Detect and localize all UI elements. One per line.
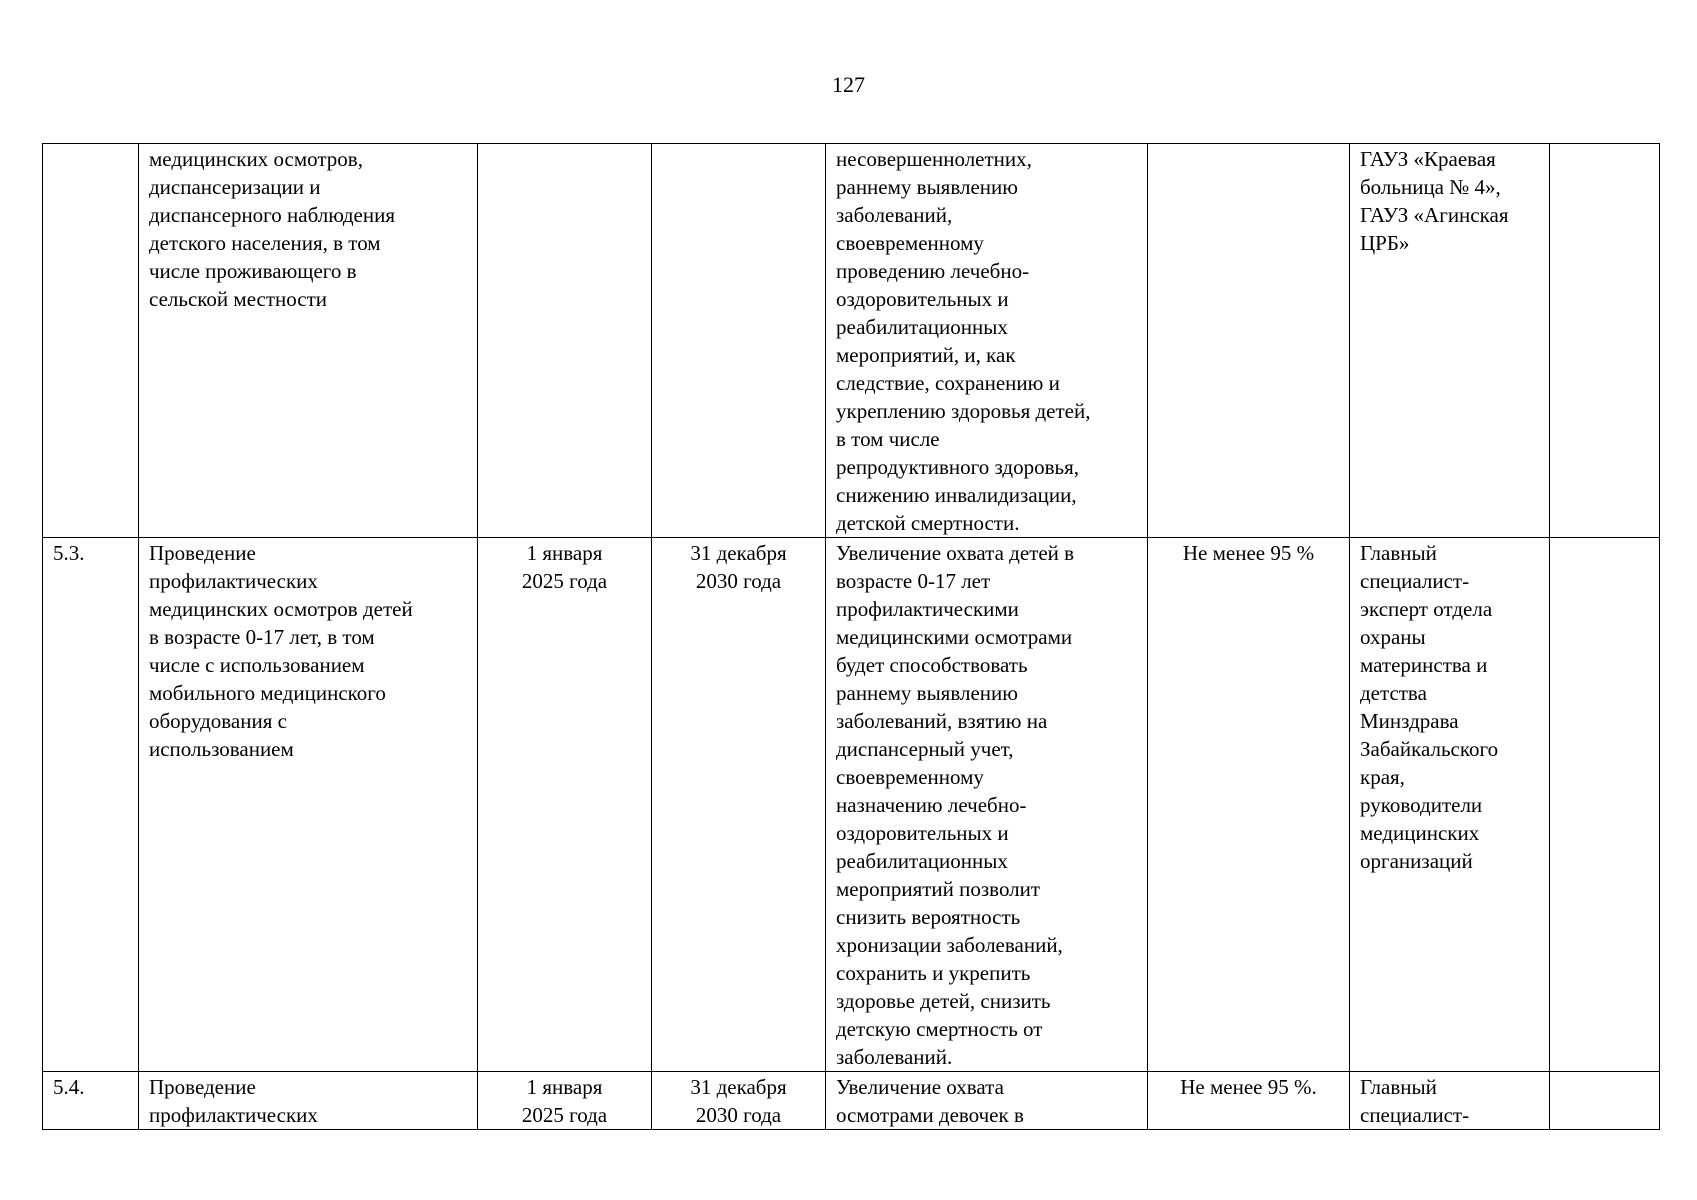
cell-text-line: сохранить и укрепить	[836, 961, 1031, 985]
cell-expected-result	[826, 1072, 1148, 1130]
cell-text-line: детства	[1360, 681, 1427, 705]
cell-text-line: 2025 года	[521, 569, 608, 593]
cell-note	[1550, 1072, 1660, 1130]
cell-text-line: Проведение	[149, 541, 256, 565]
cell-text-line: заболеваний.	[836, 1045, 953, 1069]
table-row	[43, 1072, 1660, 1130]
cell-text-line: 1 января	[526, 541, 603, 565]
cell-start-date	[478, 144, 652, 538]
cell-text-line: Увеличение охвата детей в	[836, 541, 1075, 565]
cell-text-line: Минздрава	[1360, 709, 1459, 733]
cell-text-line: специалист-	[1360, 569, 1470, 593]
cell-text-line: в том числе	[836, 427, 940, 451]
cell-end-date	[652, 144, 826, 538]
cell-text-line: использованием	[149, 737, 294, 761]
cell-text-line: раннему выявлению	[836, 681, 1018, 705]
cell-text-line: руководители	[1360, 793, 1483, 817]
cell-indicator	[1148, 144, 1350, 538]
cell-text-line: охраны	[1360, 625, 1426, 649]
cell-end-date	[652, 1072, 826, 1130]
action-plan-table	[42, 143, 1660, 1130]
cell-text-line: укреплению здоровья детей,	[836, 399, 1091, 423]
cell-text-line: несовершеннолетних,	[836, 147, 1032, 171]
cell-text-line: медицинских осмотров детей	[149, 597, 413, 621]
cell-text-line: ГАУЗ «Агинская	[1360, 203, 1509, 227]
cell-text-line: числе с использованием	[149, 653, 365, 677]
cell-text-line: числе проживающего в	[149, 259, 357, 283]
cell-text-line: профилактическими	[836, 597, 1019, 621]
cell-text-line: своевременному	[836, 765, 984, 789]
cell-text-line: следствие, сохранению и	[836, 371, 1060, 395]
cell-expected-result	[826, 538, 1148, 1072]
cell-text-line: Главный	[1360, 541, 1437, 565]
cell-responsible	[1350, 144, 1550, 538]
table-row	[43, 144, 1660, 538]
cell-text-line: детской смертности.	[836, 511, 1020, 535]
cell-text-line: Проведение	[149, 1075, 256, 1099]
cell-number	[43, 144, 139, 538]
cell-number: 5.3.	[43, 538, 139, 1072]
cell-activity	[139, 538, 478, 1072]
cell-text-line: края,	[1360, 765, 1405, 789]
cell-text-line: реабилитационных	[836, 315, 1008, 339]
cell-text-line: здоровье детей, снизить	[836, 989, 1051, 1013]
cell-text-line: реабилитационных	[836, 849, 1008, 873]
cell-indicator	[1148, 1072, 1350, 1130]
cell-text-line: эксперт отдела	[1360, 597, 1493, 621]
table-row	[43, 538, 1660, 1072]
cell-text-line: ЦРБ»	[1360, 231, 1410, 255]
cell-start-date	[478, 1072, 652, 1130]
cell-text-line: Не менее 95 %	[1182, 541, 1315, 565]
cell-text-line: Не менее 95 %.	[1180, 1075, 1317, 1099]
cell-text-line: будет способствовать	[836, 653, 1028, 677]
cell-text-line: медицинских осмотров,	[149, 147, 363, 171]
cell-text-line: в возрасте 0-17 лет, в том	[149, 625, 375, 649]
cell-text-line: осмотрами девочек в	[836, 1103, 1024, 1127]
cell-text-line: диспансерного наблюдения	[149, 203, 395, 227]
cell-text-line: 2030 года	[695, 1103, 782, 1127]
cell-text-line: 31 декабря	[690, 541, 787, 565]
cell-note	[1550, 538, 1660, 1072]
cell-text-line: детскую смертность от	[836, 1017, 1043, 1041]
cell-text-line: Забайкальского	[1360, 737, 1499, 761]
cell-activity	[139, 144, 478, 538]
cell-expected-result	[826, 144, 1148, 538]
cell-text-line: проведению лечебно-	[836, 259, 1030, 283]
cell-note	[1550, 144, 1660, 538]
cell-text-line: 31 декабря	[690, 1075, 787, 1099]
cell-text-line: медицинских	[1360, 821, 1480, 845]
cell-text-line: оборудования с	[149, 709, 287, 733]
cell-text-line: мобильного медицинского	[149, 681, 386, 705]
cell-text-line: 2030 года	[695, 569, 782, 593]
cell-text-line: ГАУЗ «Краевая	[1360, 147, 1496, 171]
cell-text-line: своевременному	[836, 231, 984, 255]
cell-text-line: заболеваний,	[836, 203, 953, 227]
cell-text-line: репродуктивного здоровья,	[836, 455, 1079, 479]
cell-text-line: хронизации заболеваний,	[836, 933, 1063, 957]
cell-start-date	[478, 538, 652, 1072]
cell-text-line: возрасте 0-17 лет	[836, 569, 991, 593]
cell-text-line: сельской местности	[149, 287, 328, 311]
cell-text-line: 2025 года	[521, 1103, 608, 1127]
cell-text-line: детского населения, в том	[149, 231, 381, 255]
page-number: 127	[832, 72, 865, 97]
cell-text-line: раннему выявлению	[836, 175, 1018, 199]
cell-text-line: медицинскими осмотрами	[836, 625, 1073, 649]
cell-text-line: больница № 4»,	[1360, 175, 1501, 199]
cell-text-line: оздоровительных и	[836, 287, 1009, 311]
cell-text-line: специалист-	[1360, 1103, 1470, 1127]
cell-text-line: мероприятий позволит	[836, 877, 1041, 901]
cell-text-line: профилактических	[149, 569, 318, 593]
cell-end-date	[652, 538, 826, 1072]
cell-text-line: Главный	[1360, 1075, 1437, 1099]
cell-responsible	[1350, 538, 1550, 1072]
cell-text-line: снижению инвалидизации,	[836, 483, 1077, 507]
cell-text-line: профилактических	[149, 1103, 318, 1127]
cell-text-line: мероприятий, и, как	[836, 343, 1016, 367]
cell-text-line: заболеваний, взятию на	[836, 709, 1048, 733]
cell-responsible	[1350, 1072, 1550, 1130]
cell-text-line: диспансерный учет,	[836, 737, 1014, 761]
cell-text-line: диспансеризации и	[149, 175, 321, 199]
cell-text-line: организаций	[1360, 849, 1473, 873]
cell-activity	[139, 1072, 478, 1130]
cell-text-line: оздоровительных и	[836, 821, 1009, 845]
cell-text-line: материнства и	[1360, 653, 1488, 677]
cell-text-line: Увеличение охвата	[836, 1075, 1004, 1099]
cell-text-line: снизить вероятность	[836, 905, 1021, 929]
cell-indicator	[1148, 538, 1350, 1072]
cell-number: 5.4.	[43, 1072, 139, 1130]
cell-text-line: назначению лечебно-	[836, 793, 1027, 817]
cell-text-line: 1 января	[526, 1075, 603, 1099]
